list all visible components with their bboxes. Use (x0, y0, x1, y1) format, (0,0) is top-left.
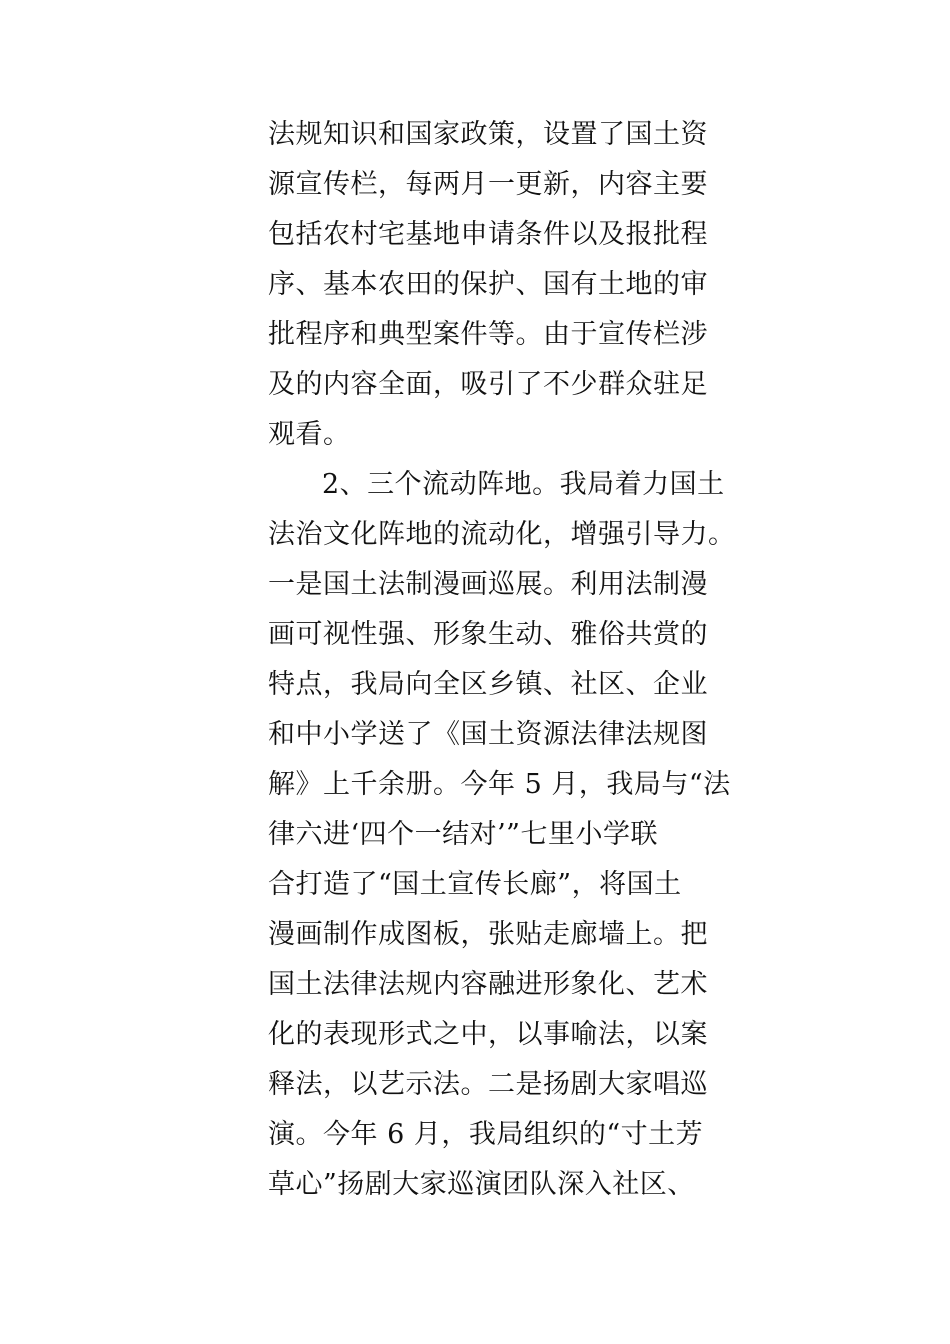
paragraph-2-line: 律六进‘四个一结对’”七里小学联 (268, 819, 658, 850)
paragraph-2-line: 特点，我局向全区乡镇、社区、企业 (268, 669, 708, 700)
paragraph-2-line: 法治文化阵地的流动化，增强引导力。 (268, 519, 736, 550)
paragraph-2-line: 合打造了“国土宣传长廊”，将国土 (268, 869, 682, 900)
paragraph-2-line: 草心”扬剧大家巡演团队深入社区、 (268, 1169, 695, 1200)
paragraph-1-line: 序、基本农田的保护、国有土地的审 (268, 269, 708, 300)
paragraph-2-line: 国土法律法规内容融进形象化、艺术 (268, 969, 708, 1000)
paragraph-1-line: 法规知识和国家政策，设置了国土资 (268, 119, 708, 150)
paragraph-2-first-line: 2、三个流动阵地。我局着力国土 (322, 469, 725, 500)
paragraph-2-line: 画可视性强、形象生动、雅俗共赏的 (268, 619, 708, 650)
paragraph-1-line: 观看。 (268, 419, 351, 450)
paragraph-2-line: 化的表现形式之中，以事喻法，以案 (268, 1019, 708, 1050)
paragraph-2-line: 演。今年 6 月，我局组织的“寸土芳 (268, 1119, 704, 1150)
paragraph-2-line: 释法，以艺示法。二是扬剧大家唱巡 (268, 1069, 708, 1100)
paragraph-1-line: 源宣传栏，每两月一更新，内容主要 (268, 169, 708, 200)
paragraph-1-line: 及的内容全面，吸引了不少群众驻足 (268, 369, 708, 400)
body-text (268, 110, 736, 1210)
paragraph-1-line: 包括农村宅基地申请条件以及报批程 (268, 219, 708, 250)
paragraph-2-line: 一是国土法制漫画巡展。利用法制漫 (268, 569, 708, 600)
paragraph-2-line: 和中小学送了《国土资源法律法规图 (268, 719, 708, 750)
paragraph-1-line: 批程序和典型案件等。由于宣传栏涉 (268, 319, 708, 350)
paragraph-2-line: 解》上千余册。今年 5 月，我局与“法 (268, 769, 731, 800)
paragraph-2-line: 漫画制作成图板，张贴走廊墙上。把 (268, 919, 708, 950)
